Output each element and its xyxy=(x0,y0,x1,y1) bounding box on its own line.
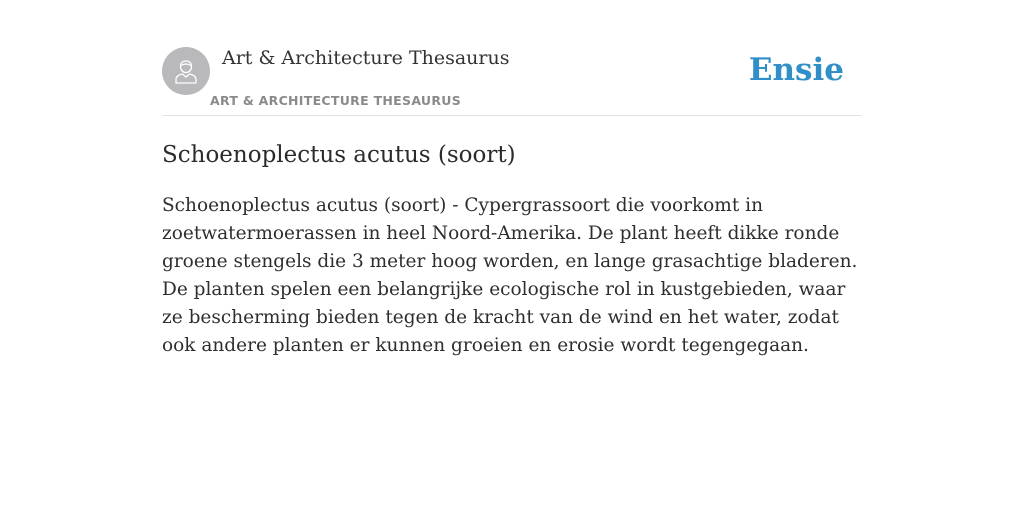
author-subtitle: ART & ARCHITECTURE THESAURUS xyxy=(210,93,462,108)
author-name[interactable]: Art & Architecture Thesaurus xyxy=(222,47,510,69)
card-header xyxy=(162,0,862,116)
user-avatar-icon xyxy=(171,56,201,86)
definition-text: Schoenoplectus acutus (soort) - Cypergrassoort die voorkomt in zoetwatermoerassen in heel Noord-Amerika. De plant heeft dikke ronde groene stengels die 3 meter hoog worden, en lange grasachtige bladeren. De planten spelen een belangrijke ecologische rol in kustgebieden, waar ze bescherming bieden tegen de kracht van de wind en het water, zodat ook andere planten er kunnen groeien en erosie wordt tegengegaan. xyxy=(162,195,858,356)
author-avatar[interactable] xyxy=(162,47,210,95)
ensie-logo[interactable]: Ensie xyxy=(748,52,844,88)
definition-card xyxy=(162,0,862,356)
page-title: Schoenoplectus acutus (soort) xyxy=(162,142,516,168)
